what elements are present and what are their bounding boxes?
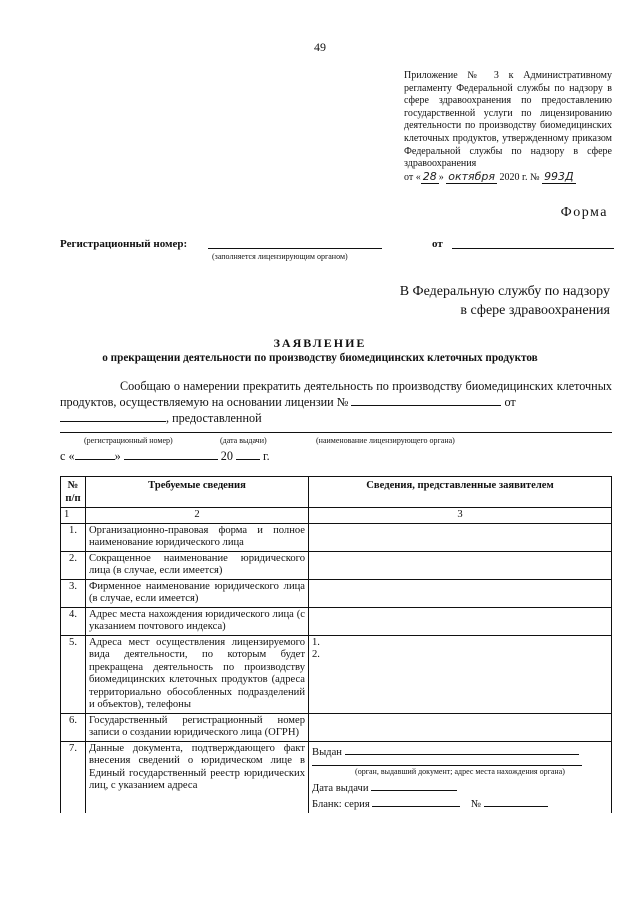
appendix-date: от « 28 » октября 2020 г. № 993Д xyxy=(404,169,574,183)
handwritten-day: 28 xyxy=(422,169,437,183)
caption-issue-date: (дата выдачи) xyxy=(220,436,267,445)
issue-date-field[interactable] xyxy=(371,779,457,791)
answer-cell[interactable] xyxy=(309,523,612,551)
blank-series-field[interactable] xyxy=(372,795,460,807)
table-row: 5. Адреса мест осуществления лицензируемого вида деятельности, по которым будет прекращена деятельность по производству биомедицинских клеточных продуктов (адреса территориально обособленных подразделений и объектов), телефоны 1. 2. xyxy=(61,635,612,713)
registration-from-label: от xyxy=(432,238,443,250)
appendix-block xyxy=(404,70,612,184)
table-row: 3. Фирменное наименование юридического лица (в случае, если имеется) xyxy=(61,579,612,607)
addressee: В Федеральную службу по надзору в сфере здравоохранения xyxy=(399,284,610,318)
answer-cell[interactable]: 1. 2. xyxy=(309,635,612,713)
answer-cell[interactable] xyxy=(309,579,612,607)
registration-date-field[interactable] xyxy=(452,236,614,249)
registration-label: Регистрационный номер: xyxy=(60,238,188,250)
table-row: 2. Сокращенное наименование юридического лица (в случае, если имеется) xyxy=(61,551,612,579)
termination-year-field[interactable] xyxy=(236,448,260,460)
application-table xyxy=(60,476,612,813)
page-number: 49 xyxy=(314,40,326,54)
registration-number-field[interactable] xyxy=(208,236,382,249)
table-row: 6. Государственный регистрационный номер записи о создании юридического лица (ОГРН) xyxy=(61,713,612,741)
answer-cell[interactable] xyxy=(309,607,612,635)
appendix-text: Приложение № 3 к Административному регламенту Федеральной службы по надзору в сфере здравоохранения по предоставлению государственной услуги по лицензированию деятельности по производству биомедицинских клеточных продуктов, утвержденному приказом Федеральной службы по надзору в сфере здравоохранения xyxy=(404,70,612,170)
document-title: ЗАЯВЛЕНИЕ xyxy=(273,336,367,350)
caption-reg-number: (регистрационный номер) xyxy=(84,436,173,445)
issued-by-field[interactable] xyxy=(345,743,579,755)
handwritten-month: октября xyxy=(448,169,496,183)
blank-number-field[interactable] xyxy=(484,795,548,807)
table-header: № п/п Требуемые сведения Сведения, представленные заявителем xyxy=(61,477,612,508)
license-number-field[interactable] xyxy=(351,394,501,406)
table-row: 4. Адрес места нахождения юридического лица (с указанием почтового индекса) xyxy=(61,607,612,635)
caption-authority: (наименование лицензирующего органа) xyxy=(316,436,455,445)
table-row: 1. Организационно-правовая форма и полное наименование юридического лица xyxy=(61,523,612,551)
registration-note: (заполняется лицензирующим органом) xyxy=(212,252,348,261)
termination-month-field[interactable] xyxy=(124,448,218,460)
form-label: Форма xyxy=(560,205,608,220)
answer-cell[interactable] xyxy=(309,713,612,741)
termination-date-line: с « » 20 г. xyxy=(60,449,270,463)
document-subtitle: о прекращении деятельности по производству биомедицинских клеточных продуктов xyxy=(102,352,538,364)
termination-day-field[interactable] xyxy=(75,448,115,460)
statement-paragraph: Сообщаю о намерении прекратить деятельность по производству биомедицинских клеточных продуктов, осуществляемую на основании лицензии № от , предоставленной xyxy=(60,379,612,425)
table-column-numbers: 1 2 3 xyxy=(61,508,612,524)
table-row: 7. Данные документа, подтверждающего факт внесения сведений о юридическом лице в Единый государственный реестр юридических лиц, с указанием адреса Выдан (орган, выдавший документ; адрес места нахождения органа) Дата выдачи Бланк: серия № xyxy=(61,741,612,813)
answer-cell[interactable] xyxy=(309,551,612,579)
handwritten-number: 993Д xyxy=(544,169,574,183)
licensing-authority-field[interactable] xyxy=(60,420,612,433)
answer-cell: Выдан (орган, выдавший документ; адрес места нахождения органа) Дата выдачи Бланк: серия № xyxy=(309,741,612,813)
issuer-address-field[interactable] xyxy=(312,759,582,766)
